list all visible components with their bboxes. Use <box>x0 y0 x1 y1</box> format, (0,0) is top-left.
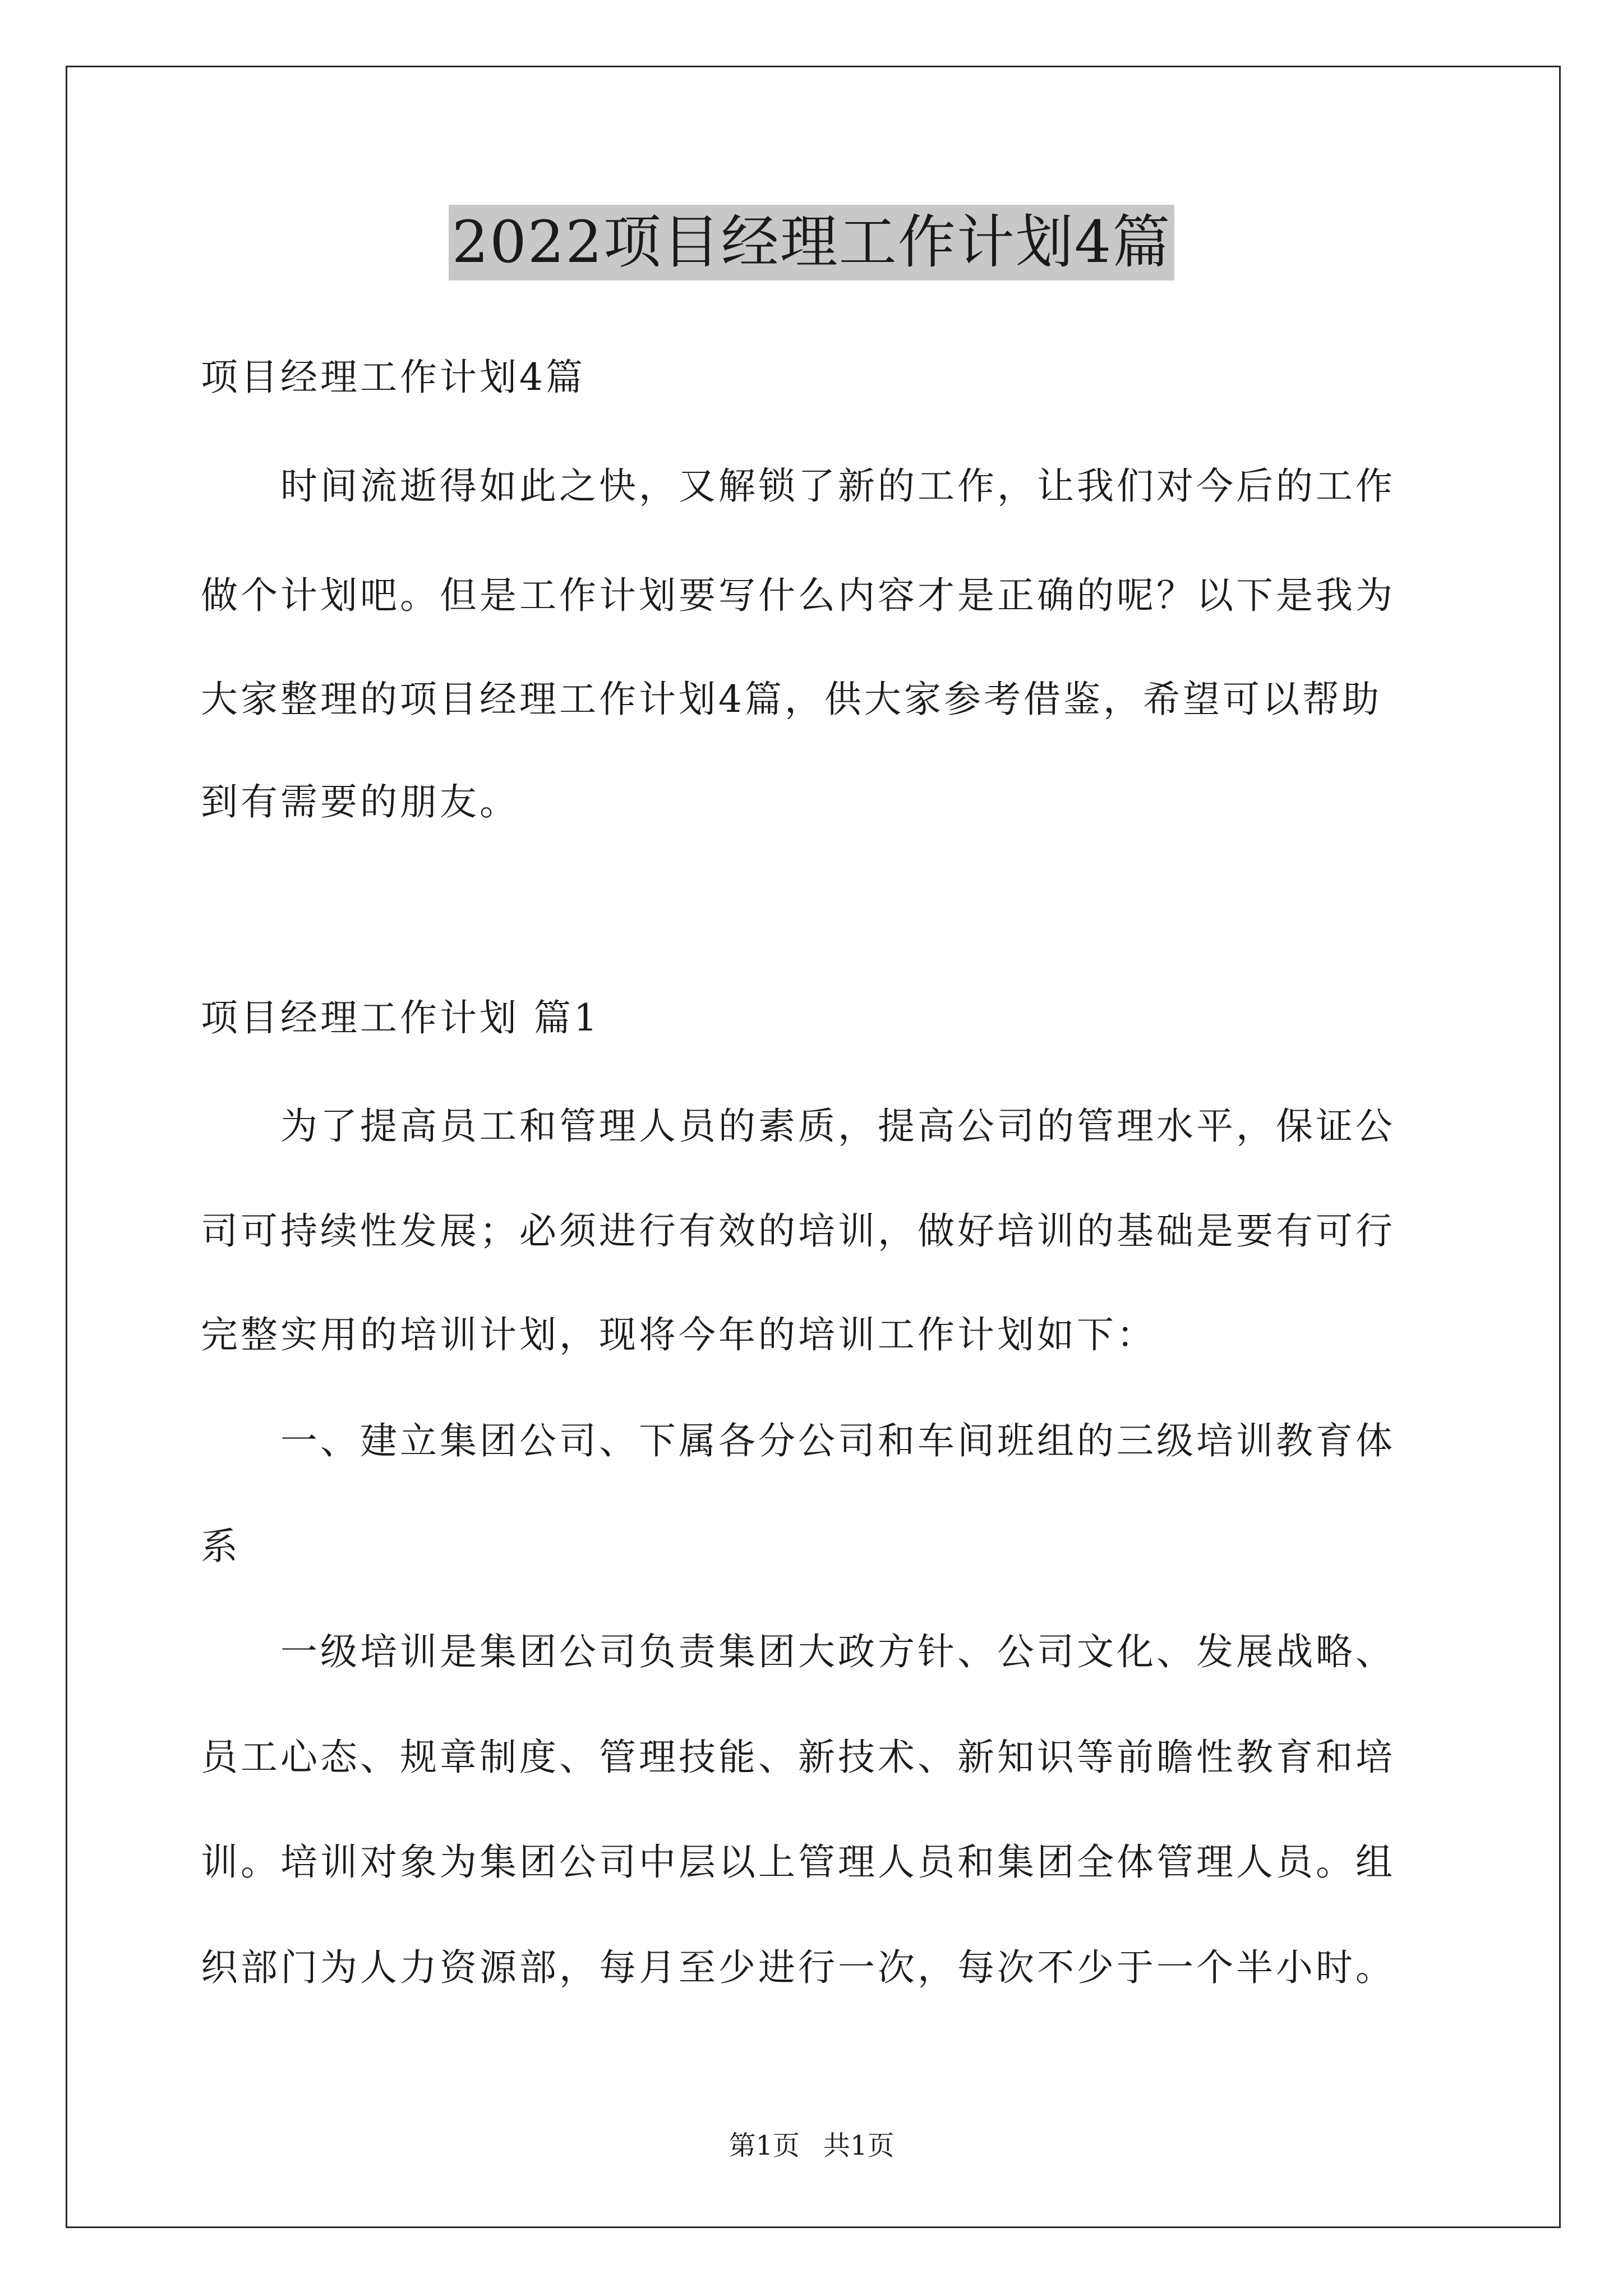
paragraph-line: 系 <box>201 1525 241 1568</box>
paragraph-line: 训。培训对象为集团公司中层以上管理人员和集团全体管理人员。组 <box>201 1841 1395 1884</box>
paragraph-line: 到有需要的朋友。 <box>201 780 519 823</box>
document-title <box>0 205 1623 297</box>
paragraph-line: 司可持续性发展；必须进行有效的培训，做好培训的基础是要有可行 <box>201 1209 1395 1253</box>
paragraph-line: 大家整理的项目经理工作计划4篇，供大家参考借鉴，希望可以帮助 <box>201 678 1382 721</box>
paragraph-line: 员工心态、规章制度、管理技能、新技术、新知识等前瞻性教育和培 <box>201 1736 1395 1779</box>
doc-subtitle: 项目经理工作计划4篇 <box>201 356 585 399</box>
paragraph-line: 织部门为人力资源部，每月至少进行一次，每次不少于一个半小时。 <box>201 1946 1395 1989</box>
document-title-text: 2022项目经理工作计划4篇 <box>449 205 1175 280</box>
page-number-current: 第1页 <box>728 2130 800 2161</box>
paragraph-line: 做个计划吧。但是工作计划要写什么内容才是正确的呢？以下是我为 <box>201 574 1395 617</box>
paragraph-line: 一、建立集团公司、下属各分公司和车间班组的三级培训教育体 <box>201 1419 1395 1462</box>
paragraph-line: 完整实用的培训计划，现将今年的培训工作计划如下： <box>201 1313 1156 1356</box>
section-heading: 项目经理工作计划 篇1 <box>201 996 600 1039</box>
paragraph-line: 为了提高员工和管理人员的素质，提高公司的管理水平，保证公 <box>201 1105 1395 1148</box>
page-footer <box>0 2129 1623 2162</box>
page-number-total: 共1页 <box>823 2130 895 2161</box>
paragraph-line: 时间流逝得如此之快，又解锁了新的工作，让我们对今后的工作 <box>201 464 1395 508</box>
paragraph-line: 一级培训是集团公司负责集团大政方针、公司文化、发展战略、 <box>201 1630 1395 1673</box>
